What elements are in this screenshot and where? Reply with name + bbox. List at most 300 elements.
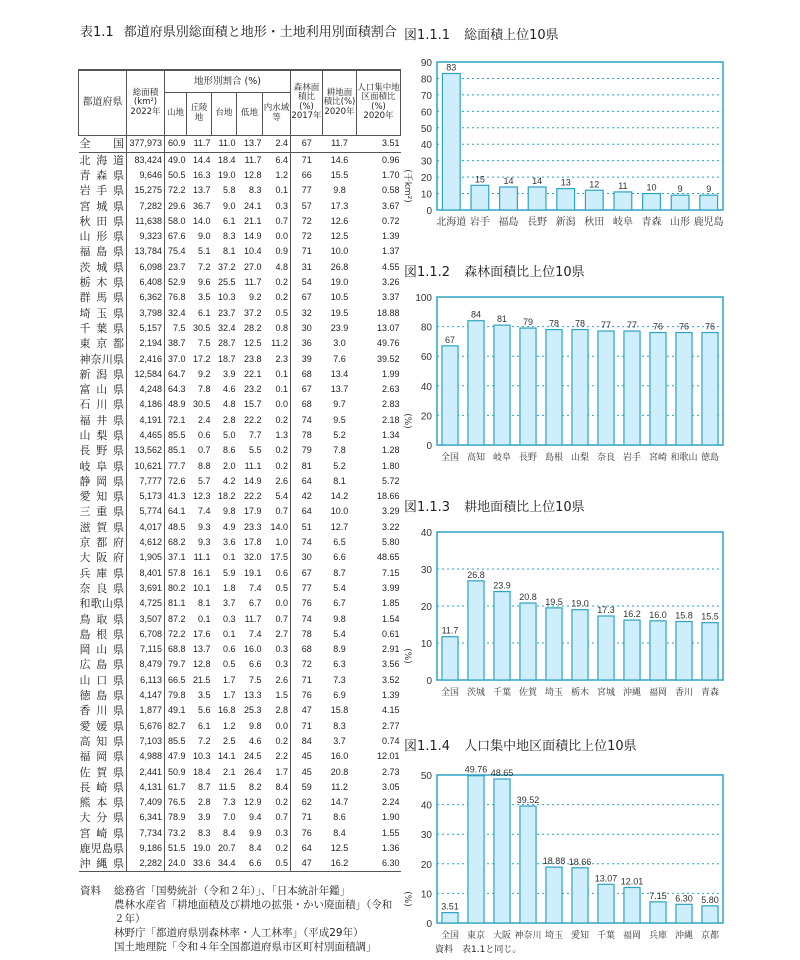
cell-did: 3.99 — [381, 582, 400, 593]
table-row — [79, 688, 401, 703]
x-tick-label: 福岡 — [648, 688, 668, 698]
cell-area: 83,424 — [127, 152, 165, 168]
cell-water: 0.0 — [263, 596, 291, 611]
cell-forest: 76 — [301, 690, 312, 701]
cell-forest: 68 — [301, 399, 312, 410]
cell-forest: 71 — [301, 154, 312, 165]
cell-area: 4,612 — [127, 535, 165, 550]
x-tick-label: 岐阜 — [612, 217, 633, 228]
data-label: 13 — [560, 177, 571, 188]
table-row — [79, 764, 401, 779]
data-label: 26.8 — [467, 569, 485, 580]
y-tick-label: 90 — [420, 58, 432, 69]
cell-water: 0.7 — [263, 611, 291, 626]
cell-farm: 23.9 — [330, 322, 349, 333]
cell-farm: 13.7 — [330, 384, 349, 395]
cell-farm: 12.7 — [330, 521, 349, 532]
bar — [528, 187, 546, 210]
bar — [468, 776, 484, 923]
cell-did: 49.76 — [376, 338, 400, 349]
cell-area: 5,774 — [127, 504, 165, 519]
cell-lowland: 8.2 — [248, 781, 262, 792]
table-row — [79, 367, 401, 382]
cell-did: 4.15 — [381, 705, 400, 716]
cell-mountain: 47.9 — [167, 751, 186, 762]
x-tick-label: 大阪 — [492, 931, 512, 941]
cell-mountain: 72.2 — [167, 628, 186, 639]
x-tick-label: 岩手 — [622, 453, 642, 463]
cell-lowland: 13.7 — [237, 135, 263, 152]
data-label: 77 — [600, 320, 612, 331]
cell-forest: 47 — [291, 856, 323, 872]
cell-did: 1.99 — [381, 368, 400, 379]
bar — [676, 904, 692, 923]
cell-pref: 和歌山県 — [79, 596, 127, 611]
cell-lowland: 11.7 — [244, 613, 262, 624]
cell-plateau: 2.5 — [222, 735, 236, 746]
table-row — [79, 321, 401, 336]
cell-pref: 三重県 — [79, 504, 127, 519]
cell-hill: 36.7 — [192, 200, 211, 211]
table-row — [79, 260, 401, 275]
chart-forest — [400, 285, 730, 475]
cell-hill: 9.6 — [197, 277, 211, 288]
cell-did: 6.30 — [357, 856, 401, 872]
cell-did: 4.55 — [381, 261, 400, 272]
cell-hill: 0.6 — [197, 429, 211, 440]
cell-pref: 大分県 — [79, 810, 127, 825]
data-label: 18.66 — [568, 856, 592, 867]
x-tick-label: 鹿児島 — [693, 217, 724, 228]
cell-farm: 12.5 — [330, 231, 349, 242]
cell-forest: 81 — [301, 460, 312, 471]
cell-forest: 64 — [301, 475, 312, 486]
cell-plateau: 8.3 — [222, 231, 236, 242]
cell-forest: 78 — [301, 429, 312, 440]
cell-forest: 67 — [301, 384, 312, 395]
cell-forest: 64 — [301, 506, 312, 517]
cell-mountain: 75.4 — [167, 246, 186, 257]
chart-source: 資料 表1.1と同じ。 — [435, 945, 522, 955]
cell-water: 2.4 — [263, 135, 291, 152]
cell-forest: 54 — [301, 277, 312, 288]
cell-forest: 72 — [301, 659, 312, 670]
cell-did: 2.18 — [381, 414, 400, 425]
cell-water: 0.1 — [263, 367, 291, 382]
x-tick-label: 福岡 — [622, 931, 642, 941]
cell-plateau: 34.4 — [212, 856, 237, 872]
cell-mountain: 29.6 — [167, 200, 186, 211]
chart-total-area — [400, 50, 730, 240]
cell-area: 5,157 — [127, 321, 165, 336]
y-axis-label: (%) — [402, 413, 412, 429]
cell-lowland: 19.1 — [243, 567, 262, 578]
bar — [546, 608, 562, 680]
cell-hill: 10.3 — [192, 751, 211, 762]
cell-area: 2,282 — [127, 856, 165, 872]
cell-water: 0.2 — [263, 841, 291, 856]
cell-plateau: 5.9 — [222, 567, 236, 578]
cell-forest: 72 — [301, 231, 312, 242]
cell-did: 39.52 — [376, 353, 400, 364]
cell-plateau: 9.8 — [222, 506, 236, 517]
header-area: 総面積 (km²) 2022年 — [127, 70, 165, 135]
cell-did: 1.39 — [381, 690, 400, 701]
cell-hill: 5.1 — [197, 246, 211, 257]
cell-mountain: 81.1 — [167, 598, 186, 609]
cell-pref: 神奈川県 — [79, 351, 127, 366]
cell-mountain: 76.5 — [167, 797, 186, 808]
cell-hill: 14.0 — [192, 215, 211, 226]
x-tick-label: 高知 — [466, 453, 486, 463]
cell-hill: 2.8 — [197, 797, 211, 808]
cell-forest: 84 — [301, 735, 312, 746]
cell-mountain: 52.9 — [167, 277, 186, 288]
table-row — [79, 290, 401, 305]
cell-hill: 19.0 — [192, 843, 211, 853]
cell-did: 1.28 — [381, 445, 400, 456]
cell-area: 7,115 — [127, 642, 165, 657]
data-label: 14 — [503, 175, 514, 186]
cell-did: 1.37 — [381, 246, 400, 257]
y-tick-label: 100 — [415, 293, 432, 304]
bar — [702, 623, 718, 680]
cell-area: 4,017 — [127, 520, 165, 535]
cell-lowland: 7.7 — [248, 429, 262, 440]
cell-pref: 埼玉県 — [79, 305, 127, 320]
cell-mountain: 72.6 — [167, 475, 186, 486]
y-tick-label: 0 — [426, 441, 432, 452]
table-row — [79, 810, 401, 825]
cell-pref: 福井県 — [79, 413, 127, 428]
cell-lowland: 37.2 — [243, 307, 262, 318]
cell-water: 1.3 — [263, 428, 291, 443]
header-mountain: 山地 — [165, 92, 187, 135]
bar — [520, 806, 536, 923]
cell-area: 2,194 — [127, 336, 165, 351]
cell-hill: 0.1 — [197, 613, 211, 624]
cell-forest: 42 — [301, 491, 312, 502]
cell-hill: 10.1 — [192, 582, 211, 593]
cell-water: 1.7 — [263, 764, 291, 779]
data-label: 78 — [574, 318, 586, 329]
cell-forest: 66 — [301, 169, 312, 180]
bar — [650, 333, 666, 445]
cell-lowland: 9.2 — [248, 292, 262, 303]
cell-pref: 兵庫県 — [79, 566, 127, 581]
data-label: 15.8 — [675, 610, 693, 621]
chart4-title: 図1.1.4 人口集中地区面積比上位10県 — [404, 739, 637, 754]
cell-area: 1,877 — [127, 703, 165, 718]
cell-did: 1.39 — [381, 231, 400, 242]
cell-farm: 9.7 — [333, 399, 346, 410]
cell-farm: 11.7 — [323, 135, 357, 152]
bar — [624, 331, 640, 445]
bar — [650, 902, 666, 923]
cell-water: 0.7 — [263, 214, 291, 229]
cell-hill: 9.2 — [197, 368, 211, 379]
cell-hill: 7.5 — [197, 338, 211, 349]
cell-lowland: 5.5 — [248, 445, 262, 456]
cell-pref: 東京都 — [79, 336, 127, 351]
cell-forest: 59 — [301, 781, 312, 792]
header-plateau: 台地 — [212, 92, 237, 135]
table-row — [79, 703, 401, 718]
y-tick-label: 80 — [420, 74, 432, 86]
cell-plateau: 11.0 — [212, 135, 237, 152]
x-tick-label: 東京 — [466, 931, 486, 941]
data-label: 76 — [678, 321, 690, 332]
bar — [572, 330, 588, 445]
x-tick-label: 岩手 — [469, 217, 490, 228]
cell-lowland: 15.7 — [243, 399, 262, 410]
cell-water: 0.1 — [263, 382, 291, 397]
y-tick-label: 0 — [426, 676, 432, 687]
cell-farm: 8.1 — [333, 475, 346, 486]
cell-mountain: 80.2 — [167, 582, 186, 593]
cell-hill: 6.1 — [197, 307, 211, 318]
x-tick-label: 愛知 — [570, 931, 590, 941]
cell-hill: 7.4 — [197, 506, 211, 517]
cell-plateau: 4.9 — [222, 521, 236, 532]
data-label: 48.65 — [490, 767, 514, 778]
x-tick-label: 全国 — [440, 931, 460, 941]
cell-lowland: 10.4 — [243, 246, 262, 257]
cell-hill: 8.8 — [197, 460, 211, 471]
table-row — [79, 642, 401, 657]
cell-plateau: 2.8 — [222, 414, 236, 425]
cell-pref: 鳥取県 — [79, 611, 127, 626]
cell-mountain: 50.5 — [167, 169, 186, 180]
data-label: 16.0 — [649, 609, 667, 620]
y-tick-label: 10 — [420, 189, 432, 201]
cell-farm: 5.2 — [333, 429, 346, 440]
cell-area: 1,905 — [127, 550, 165, 565]
cell-forest: 77 — [301, 185, 312, 196]
y-tick-label: 80 — [420, 322, 432, 334]
bar — [572, 610, 588, 680]
cell-hill: 13.7 — [192, 185, 211, 196]
cell-did: 1.90 — [381, 812, 400, 823]
table-row — [79, 673, 401, 688]
cell-mountain: 37.1 — [167, 552, 186, 563]
bar — [442, 637, 458, 680]
cell-plateau: 18.4 — [217, 154, 236, 165]
cell-water: 0.0 — [263, 397, 291, 412]
cell-mountain: 64.7 — [167, 368, 186, 379]
y-tick-label: 50 — [420, 123, 432, 135]
cell-did: 1.70 — [381, 169, 400, 180]
cell-forest: 67 — [291, 135, 323, 152]
cell-farm: 8.9 — [333, 644, 346, 655]
cell-mountain: 57.8 — [167, 567, 186, 578]
cell-did: 2.63 — [381, 384, 400, 395]
cell-area: 6,098 — [127, 260, 165, 275]
cell-forest: 47 — [301, 705, 312, 716]
cell-water: 0.9 — [263, 244, 291, 259]
cell-area: 15,275 — [127, 183, 165, 198]
y-tick-label: 70 — [420, 90, 432, 102]
cell-farm: 9.5 — [333, 414, 346, 425]
cell-mountain: 79.7 — [167, 659, 186, 670]
cell-plateau: 0.3 — [222, 613, 236, 624]
cell-farm: 6.3 — [333, 659, 346, 670]
cell-mountain: 76.8 — [167, 292, 186, 303]
cell-hill: 3.5 — [197, 292, 211, 303]
table-row — [79, 413, 401, 428]
x-tick-label: 島根 — [544, 453, 564, 463]
x-tick-label: 奈良 — [596, 453, 616, 463]
cell-plateau: 6.1 — [222, 215, 236, 226]
cell-farm: 8.7 — [333, 567, 346, 578]
cell-mountain: 72.1 — [167, 414, 186, 425]
cell-mountain: 38.7 — [167, 338, 186, 349]
cell-forest: 77 — [301, 582, 312, 593]
cell-mountain: 48.9 — [167, 399, 186, 410]
bar — [598, 616, 614, 680]
bar — [494, 592, 510, 680]
cell-area: 6,113 — [127, 673, 165, 688]
cell-hill: 6.1 — [197, 720, 211, 731]
cell-lowland: 12.5 — [243, 338, 262, 349]
cell-pref: 佐賀県 — [79, 764, 127, 779]
x-tick-label: 山形 — [670, 217, 691, 228]
cell-plateau: 20.7 — [217, 843, 236, 853]
cell-lowland: 9.9 — [248, 827, 262, 838]
bar — [598, 884, 614, 923]
data-label: 17.3 — [597, 604, 615, 615]
cell-did: 0.96 — [381, 154, 400, 165]
cell-farm: 14.6 — [330, 154, 349, 165]
bar — [557, 189, 575, 210]
x-tick-label: 山梨 — [570, 453, 590, 463]
cell-plateau: 16.8 — [217, 705, 236, 716]
table-row — [79, 152, 401, 168]
cell-farm: 20.8 — [330, 766, 349, 777]
table-row — [79, 535, 401, 550]
cell-area: 8,401 — [127, 566, 165, 581]
cell-did: 13.07 — [376, 322, 400, 333]
cell-pref: 青森県 — [79, 168, 127, 183]
cell-hill: 30.5 — [192, 399, 211, 410]
cell-plateau: 18.2 — [217, 491, 236, 502]
cell-water: 4.8 — [263, 260, 291, 275]
cell-plateau: 28.7 — [217, 338, 236, 349]
bar — [442, 913, 458, 923]
cell-area: 10,621 — [127, 458, 165, 473]
cell-area: 6,708 — [127, 627, 165, 642]
cell-lowland: 24.5 — [243, 751, 262, 762]
cell-did: 0.72 — [381, 215, 400, 226]
cell-did: 5.72 — [381, 475, 400, 486]
x-tick-label: 北海道 — [436, 217, 467, 228]
chart2-title: 図1.1.2 森林面積比上位10県 — [404, 265, 585, 280]
data-label: 12.01 — [620, 876, 644, 887]
cell-hill: 2.4 — [197, 414, 211, 425]
x-tick-label: 栃木 — [570, 688, 590, 698]
table-row — [79, 749, 401, 764]
table-row — [79, 275, 401, 290]
cell-farm: 8.6 — [333, 812, 346, 823]
cell-farm: 19.5 — [330, 307, 349, 318]
cell-hill: 18.4 — [192, 766, 211, 777]
cell-forest: 78 — [301, 628, 312, 639]
cell-lowland: 7.4 — [248, 582, 262, 593]
cell-mountain: 64.3 — [167, 384, 186, 395]
cell-lowland: 6.6 — [248, 659, 262, 670]
x-tick-label: 沖縄 — [674, 931, 694, 941]
bar — [546, 330, 562, 445]
cell-forest: 30 — [301, 552, 312, 563]
cell-area: 5,676 — [127, 718, 165, 733]
x-tick-label: 福島 — [498, 217, 519, 228]
cell-water: 2.6 — [263, 474, 291, 489]
cell-forest: 68 — [301, 368, 312, 379]
cell-forest: 71 — [301, 812, 312, 823]
cell-did: 3.22 — [381, 521, 400, 532]
cell-lowland: 13.3 — [243, 690, 262, 701]
cell-plateau: 8.4 — [222, 827, 236, 838]
cell-water: 2.7 — [263, 627, 291, 642]
cell-plateau: 1.7 — [222, 690, 236, 701]
cell-forest: 76 — [301, 827, 312, 838]
cell-forest: 72 — [301, 215, 312, 226]
x-tick-label: 埼玉 — [544, 931, 564, 941]
cell-farm: 10.0 — [330, 246, 349, 257]
cell-farm: 19.0 — [330, 277, 349, 288]
cell-mountain: 48.5 — [167, 521, 186, 532]
cell-lowland: 26.4 — [243, 766, 262, 777]
cell-hill: 14.4 — [192, 154, 211, 165]
cell-farm: 8.4 — [333, 827, 346, 838]
bar — [643, 194, 661, 210]
cell-area: 7,282 — [127, 198, 165, 213]
y-tick-label: 30 — [420, 830, 432, 842]
data-label: 39.52 — [516, 795, 540, 806]
chart-did — [400, 763, 730, 943]
data-label: 5.80 — [701, 894, 719, 905]
cell-forest: 45 — [301, 766, 312, 777]
cell-hill: 3.9 — [197, 812, 211, 823]
cell-mountain: 82.7 — [167, 720, 186, 731]
x-tick-label: 長野 — [518, 453, 538, 463]
cell-water: 1.2 — [263, 168, 291, 183]
data-label: 20.8 — [519, 592, 537, 603]
cell-pref: 宮城県 — [79, 198, 127, 213]
header-farm: 耕地面積比(%) 2020年 — [323, 70, 357, 135]
table-row — [79, 397, 401, 412]
cell-water: 0.3 — [263, 642, 291, 657]
bar — [676, 333, 692, 445]
cell-pref: 愛媛県 — [79, 718, 127, 733]
bar — [572, 868, 588, 923]
header-terrain-group: 地形別割合 (%) — [165, 70, 291, 92]
cell-pref: 石川県 — [79, 397, 127, 412]
cell-lowland: 21.1 — [243, 215, 262, 226]
cell-water: 0.7 — [263, 504, 291, 519]
bar — [671, 195, 689, 210]
cell-plateau: 9.0 — [222, 200, 236, 211]
cell-lowland: 27.0 — [243, 261, 262, 272]
cell-area: 7,409 — [127, 795, 165, 810]
data-label: 77 — [626, 320, 638, 331]
x-tick-label: 京都 — [700, 931, 720, 941]
cell-pref: 滋賀県 — [79, 520, 127, 535]
cell-water: 0.8 — [263, 321, 291, 336]
cell-water: 0.3 — [263, 198, 291, 213]
bar — [700, 195, 718, 210]
cell-pref: 茨城県 — [79, 260, 127, 275]
